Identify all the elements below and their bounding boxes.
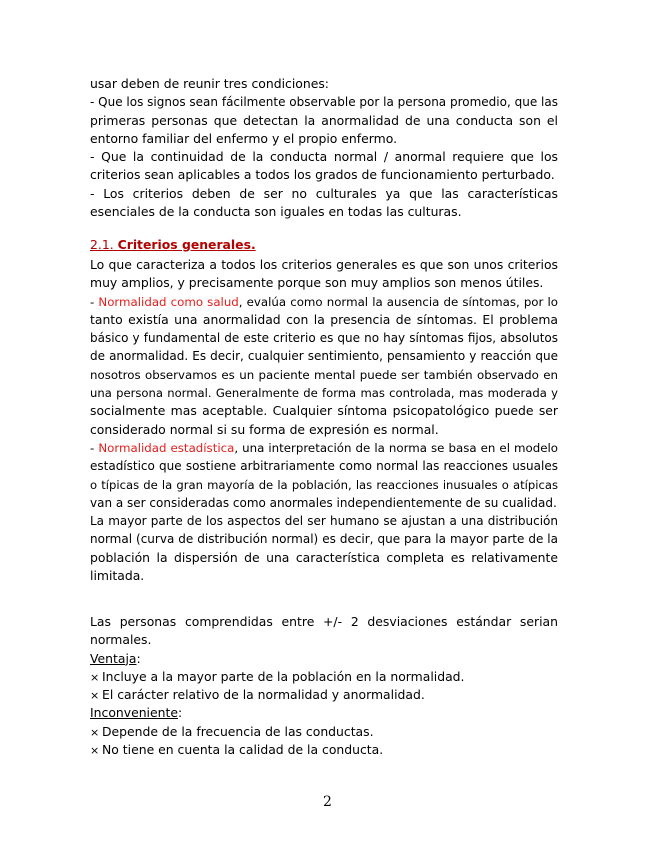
ventaja-item: × Incluye a la mayor parte de la población en la normalidad. bbox=[90, 668, 558, 686]
body-line: normal (curva de distribución normal) es decir, que para la mayor parte de la bbox=[90, 532, 558, 547]
body-line: nosotros observamos es un paciente mental puede ser también observado en bbox=[90, 367, 558, 382]
cross-bullet-icon: × bbox=[90, 670, 100, 684]
cross-bullet-icon: × bbox=[90, 725, 100, 739]
body-line: población la dispersión de una característica completa es relativamente bbox=[90, 549, 558, 565]
intro-line: usar deben de reunir tres condiciones: bbox=[90, 76, 329, 91]
intro-line: primeras personas que detectan la anormalidad de una conducta son el bbox=[90, 112, 558, 128]
inconveniente-item: × Depende de la frecuencia de las conductas. bbox=[90, 723, 558, 741]
body-line: muy amplios, y precisamente porque son muy amplios son menos útiles. bbox=[90, 275, 544, 291]
section-number: 2.1. bbox=[90, 237, 114, 252]
intro-line: esenciales de la conducta son iguales en todas las culturas. bbox=[90, 204, 462, 220]
body-line: La mayor parte de los aspectos del ser humano se ajustan a una distribución bbox=[90, 514, 558, 529]
body-line: limitada. bbox=[90, 568, 145, 584]
body-line: de anormalidad. Es decir, cualquier sentimiento, pensamiento y reacción que bbox=[90, 349, 558, 364]
body-line: considerado normal si su forma de expresión es normal. bbox=[90, 421, 439, 437]
section-title: Criterios generales. bbox=[117, 237, 256, 252]
body-line: estadístico que sostiene arbitrariamente como normal las reacciones usuales bbox=[90, 459, 558, 474]
body-line: tanto existía una anormalidad con la presencia de síntomas. El problema bbox=[90, 311, 558, 327]
intro-line: criterios sean aplicables a todos los grados de funcionamiento perturbado. bbox=[90, 167, 555, 183]
intro-paragraph bbox=[90, 75, 558, 221]
cross-bullet-icon: × bbox=[90, 689, 100, 703]
cross-bullet-icon: × bbox=[90, 744, 100, 758]
section-body bbox=[90, 256, 558, 585]
body-line: básico y fundamental de este criterio es que no hay síntomas fijos, absolutos bbox=[90, 331, 558, 346]
body-line: socialmente mas aceptable. Cualquier síntoma psicopatológico puede ser bbox=[90, 403, 558, 419]
inconveniente-label: Inconveniente: bbox=[90, 705, 183, 721]
section-heading bbox=[90, 236, 256, 254]
body-line: Lo que caracteriza a todos los criterios generales es que son unos criterios bbox=[90, 257, 558, 272]
intro-line: - Que la continuidad de la conducta normal / anormal requiere que los bbox=[90, 149, 558, 165]
desviaciones-paragraph bbox=[90, 613, 558, 759]
body-line: normales. bbox=[90, 632, 152, 648]
inconveniente-item: × No tiene en cuenta la calidad de la conducta. bbox=[90, 741, 558, 759]
body-line: Las personas comprendidas entre +/- 2 desviaciones estándar serian bbox=[90, 614, 558, 629]
body-line: una persona normal. Generalmente de forma mas controlada, mas moderada y bbox=[90, 386, 558, 401]
intro-line: entorno familiar del enfermo y el propio enfermo. bbox=[90, 130, 398, 146]
ventaja-item: × El carácter relativo de la normalidad y anormalidad. bbox=[90, 686, 558, 704]
term-normalidad-estadistica: Normalidad estadística bbox=[98, 440, 235, 455]
ventaja-label: Ventaja: bbox=[90, 650, 141, 666]
term-normalidad-salud: Normalidad como salud bbox=[98, 294, 239, 309]
salud-first-line: - Normalidad como salud, evalúa como normal la ausencia de síntomas, por lo bbox=[90, 294, 558, 309]
body-line: van a ser consideradas como anormales independientemente de su cualidad. bbox=[90, 495, 557, 510]
intro-line: - Los criterios deben de ser no culturales ya que las características bbox=[90, 185, 558, 201]
body-line: o típicas de la gran mayoría de la población, las reacciones inusuales o atípicas bbox=[90, 477, 558, 492]
page-number: 2 bbox=[323, 794, 332, 810]
estadistica-first-line: - Normalidad estadística, una interpretación de la norma se basa en el modelo bbox=[90, 440, 558, 455]
intro-line: - Que los signos sean fácilmente observable por la persona promedio, que las bbox=[90, 95, 558, 110]
